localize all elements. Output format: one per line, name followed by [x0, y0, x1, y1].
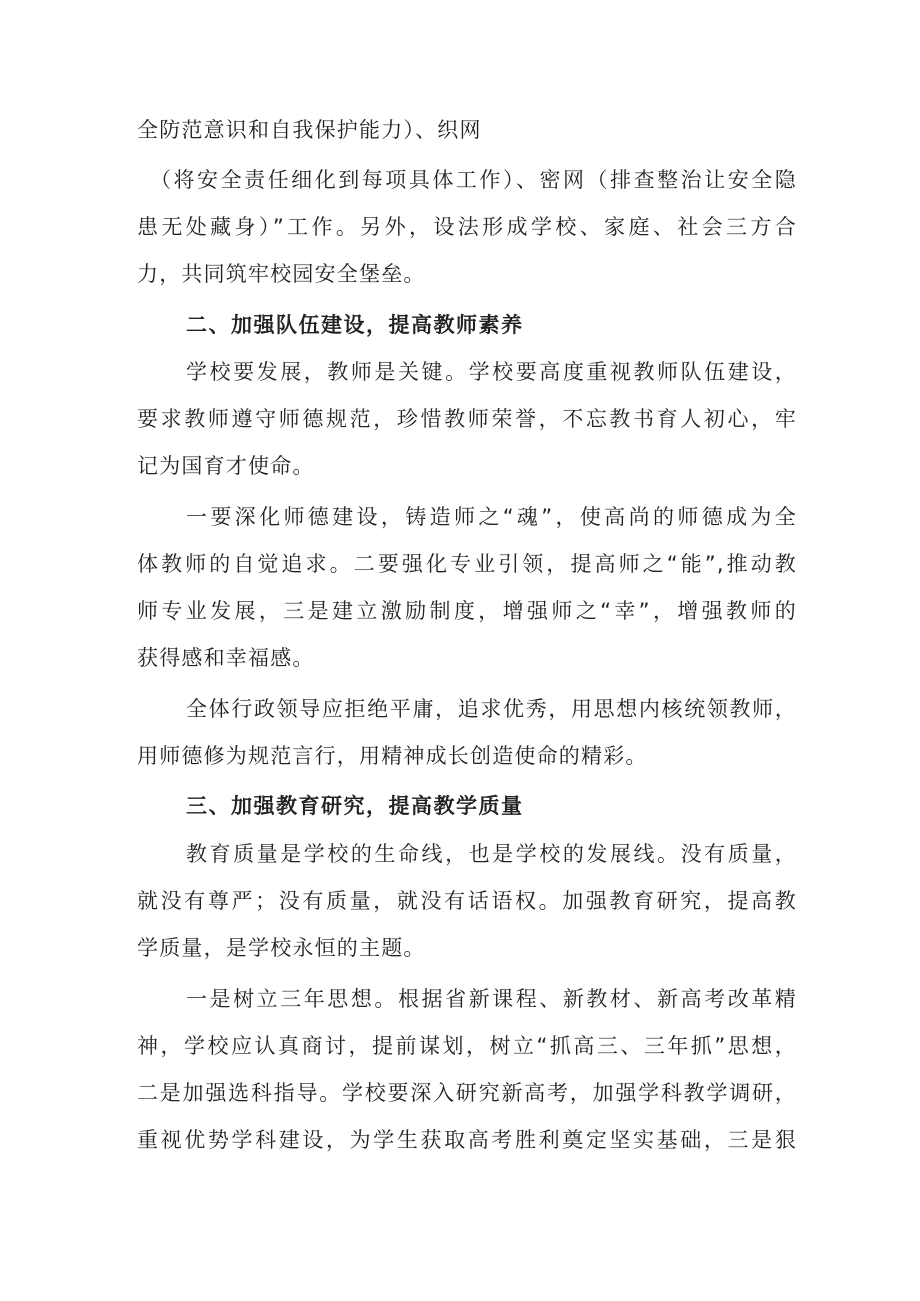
section-heading-2: 二、加强队伍建设，提高教师素养 — [186, 313, 524, 337]
body-text-line: 一要深化师德建设，铸造师之“魂”，使高尚的师德成为全 — [186, 505, 797, 529]
body-text-line: （将安全责任细化到每项具体工作）、密网（排查整治让安全隐 — [150, 168, 797, 192]
body-text-line: 患无处藏身）”工作。另外，设法形成学校、家庭、社会三方合 — [137, 215, 797, 239]
body-text-line: 重视优势学科建设，为学生获取高考胜利奠定坚实基础，三是狠 — [137, 1128, 797, 1152]
body-text-line: 就没有尊严；没有质量，就没有话语权。加强教育研究，提高教 — [137, 889, 797, 913]
body-text-line: 体教师的自觉追求。二要强化专业引领，提高师之“能”,推动教 — [137, 552, 797, 576]
body-text-line: 学质量，是学校永恒的主题。 — [137, 936, 426, 960]
body-text-line: 获得感和幸福感。 — [137, 646, 315, 670]
body-text-line: 学校要发展，教师是关键。学校要高度重视教师队伍建设， — [186, 360, 797, 384]
body-text-line: 师专业发展，三是建立激励制度，增强师之“幸”，增强教师的 — [137, 599, 797, 623]
body-text-line: 二是加强选科指导。学校要深入研究新高考，加强学科教学调研， — [137, 1081, 797, 1105]
body-text-line: 教育质量是学校的生命线，也是学校的发展线。没有质量， — [186, 842, 797, 866]
body-text-line: 要求教师遵守师德规范，珍惜教师荣誉，不忘教书育人初心，牢 — [137, 407, 797, 431]
body-text-line: 全体行政领导应拒绝平庸，追求优秀，用思想内核统领教师， — [186, 697, 797, 721]
section-heading-3: 三、加强教育研究，提高教学质量 — [186, 794, 524, 818]
body-text-line: 力，共同筑牢校园安全堡垒。 — [137, 262, 426, 286]
body-text-line: 用师德修为规范言行，用精神成长创造使命的精彩。 — [137, 744, 648, 768]
body-text-line: 神，学校应认真商讨，提前谋划，树立“抓高三、三年抓”思想， — [137, 1034, 797, 1058]
body-text-line: 一是树立三年思想。根据省新课程、新教材、新高考改革精 — [186, 987, 797, 1011]
body-text-line: 全防范意识和自我保护能力）、织网 — [137, 118, 482, 142]
body-text-line: 记为国育才使命。 — [137, 454, 315, 478]
